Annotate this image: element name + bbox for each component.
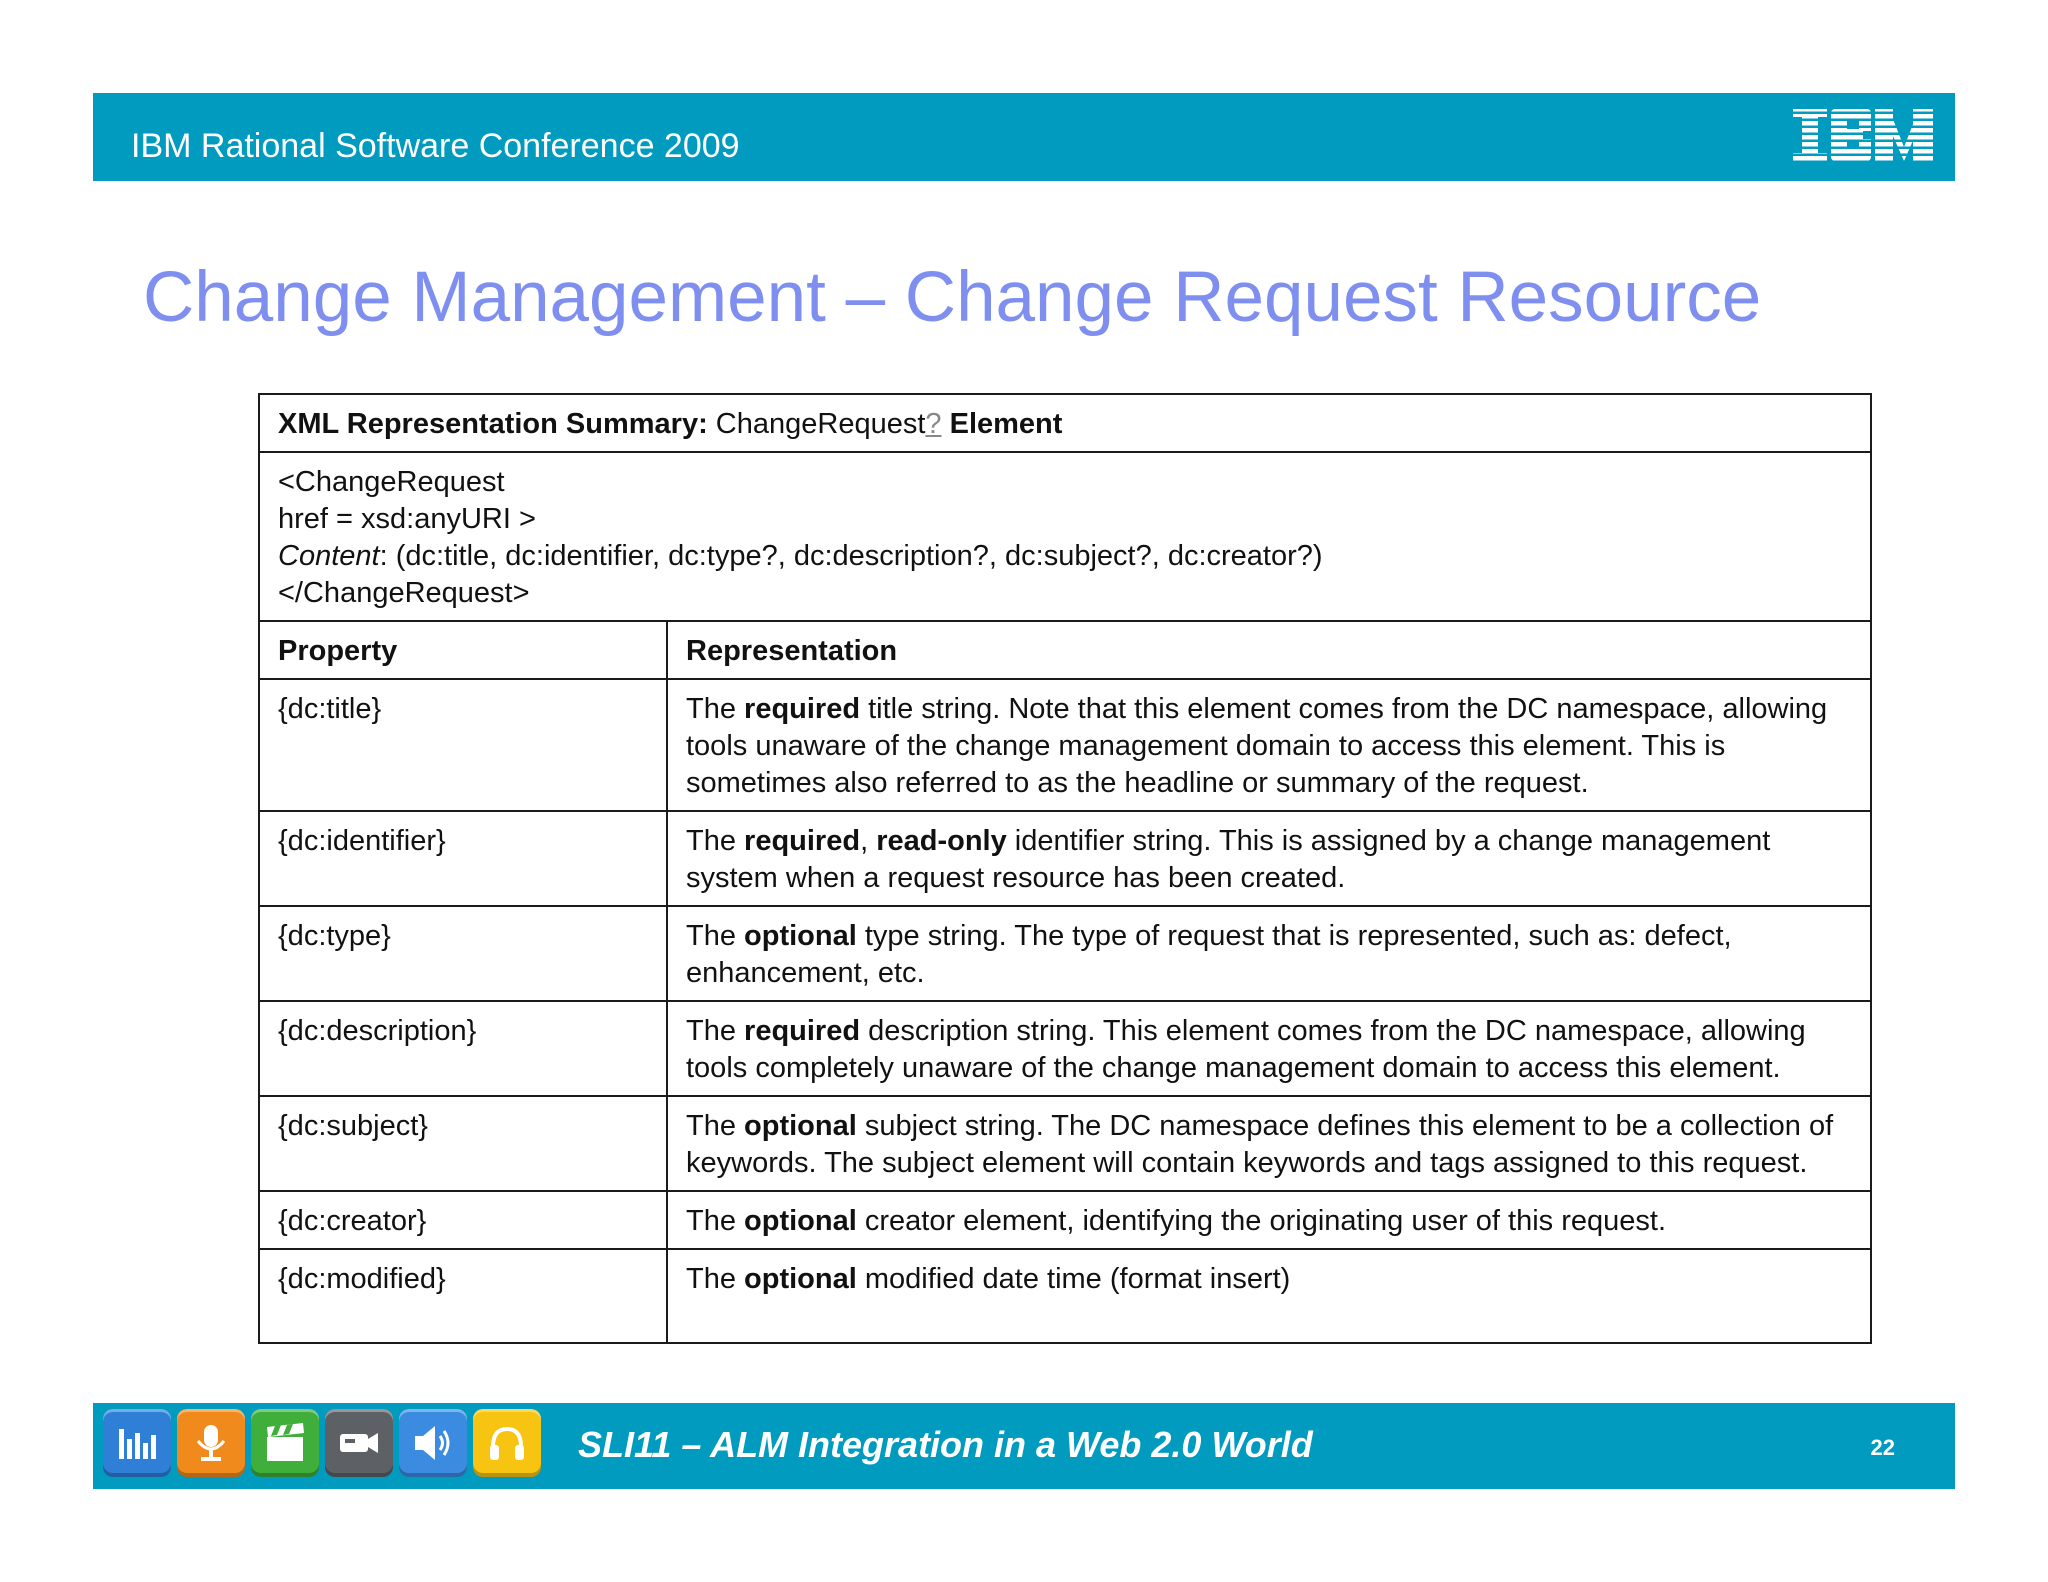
representation-header: Representation <box>667 621 1871 679</box>
video-camera-icon <box>325 1409 393 1477</box>
representation-cell <box>667 679 1871 811</box>
table-row <box>259 1001 1871 1096</box>
microphone-icon <box>177 1409 245 1477</box>
header-band <box>93 93 1955 181</box>
property-header: Property <box>259 621 667 679</box>
rep-text: subject string. The DC namespace defines this element to be a collection of keywords. The subject element will contain keywords and tags assigned to this request. <box>686 1110 1834 1179</box>
rep-keyword: optional <box>744 1110 857 1142</box>
summary-label: XML Representation Summary: <box>278 408 708 440</box>
summary-suffix: Element <box>949 408 1063 440</box>
representation-cell <box>667 1001 1871 1096</box>
table-row <box>259 906 1871 1001</box>
rep-text: identifier string. This is assigned by a change management system when a request resource has been created. <box>686 825 1771 894</box>
rep-text: modified date time (format insert) <box>856 1263 1291 1295</box>
rep-text: , <box>860 825 877 857</box>
content-list: : (dc:title, dc:identifier, dc:type?, dc:description?, dc:subject?, dc:creator?) <box>379 540 1323 572</box>
representation-cell <box>667 1191 1871 1249</box>
rep-keyword: optional <box>744 1205 857 1237</box>
summary-cell <box>259 394 1871 452</box>
spec-table <box>258 393 1872 1344</box>
code-row <box>259 452 1871 621</box>
representation-cell <box>667 811 1871 906</box>
conference-title: IBM Rational Software Conference 2009 <box>131 127 740 165</box>
code-cell <box>259 452 1871 621</box>
headphones-icon <box>473 1409 541 1477</box>
rep-text: title string. Note that this element comes from the DC namespace, allowing tools unaware of the change management domain to access this element. This is sometimes also referred to as the headline or summary of the request. <box>686 693 1828 799</box>
header-row <box>259 621 1871 679</box>
code-line-content <box>278 538 1852 575</box>
rep-text: type string. The type of request that is represented, such as: defect, enhancement, etc. <box>686 920 1732 989</box>
table-row <box>259 811 1871 906</box>
representation-cell <box>667 1249 1871 1343</box>
property-cell: {dc:identifier} <box>259 811 667 906</box>
rep-keyword: required <box>744 1015 861 1047</box>
summary-row <box>259 394 1871 452</box>
rep-text: description string. This element comes from the DC namespace, allowing tools completely unaware of the change management domain to access this element. <box>686 1015 1806 1084</box>
slide-title: Change Management – Change Request Resource <box>143 258 1762 337</box>
rep-text: The <box>686 825 745 857</box>
rep-text: The <box>686 1110 745 1142</box>
representation-cell <box>667 1096 1871 1191</box>
table-row <box>259 1191 1871 1249</box>
session-title: SLI11 – ALM Integration in a Web 2.0 World <box>578 1424 1313 1465</box>
footer-icon-strip <box>103 1409 541 1477</box>
rep-text: The <box>686 1015 745 1047</box>
summary-question-link[interactable]: ? <box>925 408 942 440</box>
code-line-href: href = xsd:anyURI > <box>278 503 536 535</box>
rep-text: The <box>686 1205 745 1237</box>
representation-cell <box>667 906 1871 1001</box>
property-cell: {dc:subject} <box>259 1096 667 1191</box>
speaker-icon <box>399 1409 467 1477</box>
equalizer-icon <box>103 1409 171 1477</box>
rep-text: creator element, identifying the originating user of this request. <box>856 1205 1667 1237</box>
footer-band <box>93 1403 1955 1489</box>
spec-table-wrapper <box>258 393 1872 1344</box>
table-row <box>259 1249 1871 1343</box>
code-line-open: <ChangeRequest <box>278 466 505 498</box>
property-cell: {dc:title} <box>259 679 667 811</box>
clapperboard-icon <box>251 1409 319 1477</box>
rep-text: The <box>686 920 745 952</box>
code-line-close: </ChangeRequest> <box>278 577 530 609</box>
property-cell: {dc:modified} <box>259 1249 667 1343</box>
ibm-logo <box>1793 107 1933 163</box>
rep-keyword: required <box>744 825 861 857</box>
rep-keyword: optional <box>744 1263 857 1295</box>
rep-text: The <box>686 1263 745 1295</box>
rep-text: The <box>686 693 745 725</box>
rep-keyword: read-only <box>876 825 1007 857</box>
property-cell: {dc:creator} <box>259 1191 667 1249</box>
property-cell: {dc:type} <box>259 906 667 1001</box>
rep-keyword: required <box>744 693 861 725</box>
page-number: 22 <box>1870 1435 1895 1460</box>
table-row <box>259 1096 1871 1191</box>
summary-element: ChangeRequest <box>715 408 926 440</box>
table-row <box>259 679 1871 811</box>
content-label: Content <box>278 540 380 572</box>
rep-keyword: optional <box>744 920 857 952</box>
property-cell: {dc:description} <box>259 1001 667 1096</box>
